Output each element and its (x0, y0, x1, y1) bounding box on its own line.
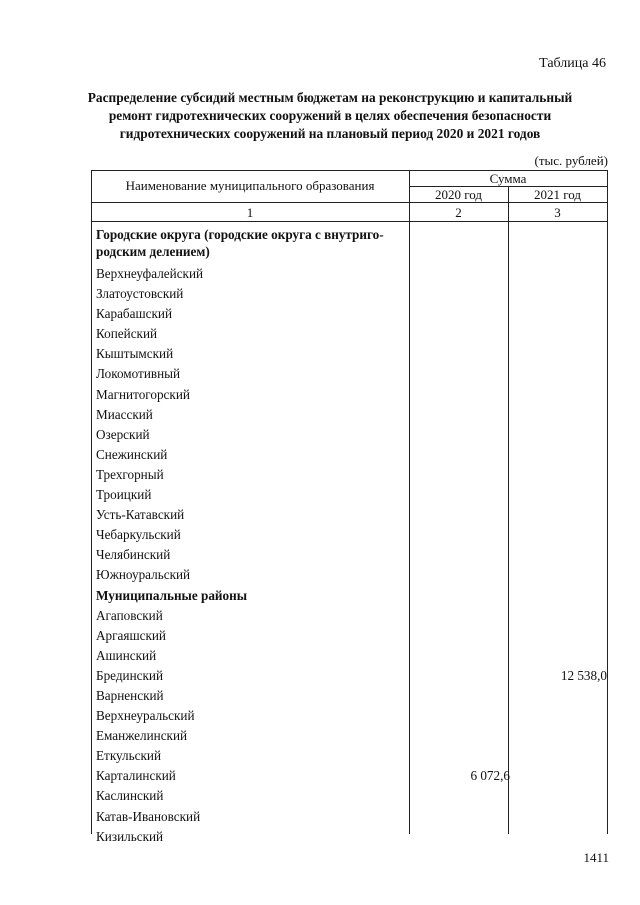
municipality-name: Кыштымский (96, 346, 174, 362)
table-row (96, 666, 607, 686)
table-row (96, 525, 607, 545)
table-row (96, 626, 607, 646)
header-year-2020: 2020 год (435, 187, 482, 202)
table-row (96, 565, 607, 585)
municipality-name: Карталинский (96, 768, 176, 784)
municipality-name: Катав-Ивановский (96, 808, 201, 824)
table-row (96, 686, 607, 706)
table-row (96, 646, 607, 666)
table-row (96, 807, 607, 827)
header-name-col: Наименование муниципального образования (125, 178, 375, 193)
municipality-name: Варненский (96, 687, 164, 703)
municipality-name: Кизильский (96, 828, 164, 844)
table-body (96, 225, 607, 847)
municipality-name: Южноуральский (96, 567, 191, 583)
municipality-name: Еткульский (96, 748, 162, 764)
municipality-name: Златоустовский (96, 286, 184, 302)
table-group-row (96, 586, 607, 606)
table-label: Таблица 46 (539, 56, 606, 71)
municipality-name: Верхнеуфалейский (96, 266, 204, 281)
header-num-2: 2 (455, 205, 462, 220)
header-sum: Сумма (489, 171, 527, 186)
municipality-name: Чебаркульский (96, 527, 181, 543)
table-row (96, 606, 607, 626)
table-row (96, 304, 607, 324)
table-row (96, 827, 607, 847)
table-row (96, 405, 607, 425)
table-row (96, 485, 607, 505)
municipality-name: Локомотивный (96, 366, 181, 382)
municipality-name: Верхнеуральский (96, 708, 195, 724)
page-number: 1411 (583, 850, 609, 865)
municipality-name: Каслинский (96, 788, 164, 804)
municipality-name: Ашинский (96, 647, 157, 663)
header-num-3: 3 (554, 205, 561, 220)
table-row (96, 726, 607, 746)
table-row (96, 284, 607, 304)
table-row (96, 344, 607, 364)
table-row (96, 505, 607, 525)
header-year-2021: 2021 год (534, 187, 581, 202)
table-row (96, 706, 607, 726)
municipality-name: Копейский (96, 326, 158, 342)
municipality-name: Трехгорный (96, 466, 164, 482)
table-row (96, 445, 607, 465)
table-row (96, 385, 607, 405)
table-row (96, 425, 607, 445)
municipality-name: Брединский (96, 667, 164, 683)
table-row (96, 746, 607, 766)
table-group-row (96, 225, 607, 264)
municipality-name: Усть-Катавский (96, 507, 185, 523)
municipality-name: Челябинский (96, 547, 171, 563)
municipality-name: Магнитогорский (96, 386, 190, 402)
table-row (96, 786, 607, 806)
document-title: Распределение субсидий местным бюджетам на реконструкцию и капитальный ремонт гидротехнических сооружений в целях обеспечения безопасности гидротехнических сооружений на плановый период 2020 и 2021 годов (87, 90, 573, 141)
table-row (96, 465, 607, 485)
table-row (96, 324, 607, 344)
municipality-name: Муниципальные районы (96, 587, 247, 603)
municipality-name: Городские округа (городские округа с внутриго-родским делением) (96, 227, 384, 259)
value-2020: 6 072,6 (470, 768, 510, 784)
header-num-1: 1 (246, 205, 254, 220)
units-label: (тыс. рублей) (534, 153, 608, 168)
municipality-name: Снежинский (96, 446, 168, 462)
municipality-name: Еманжелинский (96, 728, 188, 744)
table-row (96, 766, 607, 786)
value-2021: 12 538,0 (560, 667, 607, 683)
table-row (96, 264, 607, 284)
municipality-name: Агаповский (96, 607, 163, 623)
municipality-name: Озерский (96, 426, 150, 442)
municipality-name: Троицкий (96, 487, 152, 503)
municipality-name: Карабашский (96, 306, 173, 322)
municipality-name: Аргаяшский (96, 627, 166, 643)
municipality-name: Миасский (96, 406, 153, 422)
table-row (96, 364, 607, 384)
table-row (96, 545, 607, 565)
